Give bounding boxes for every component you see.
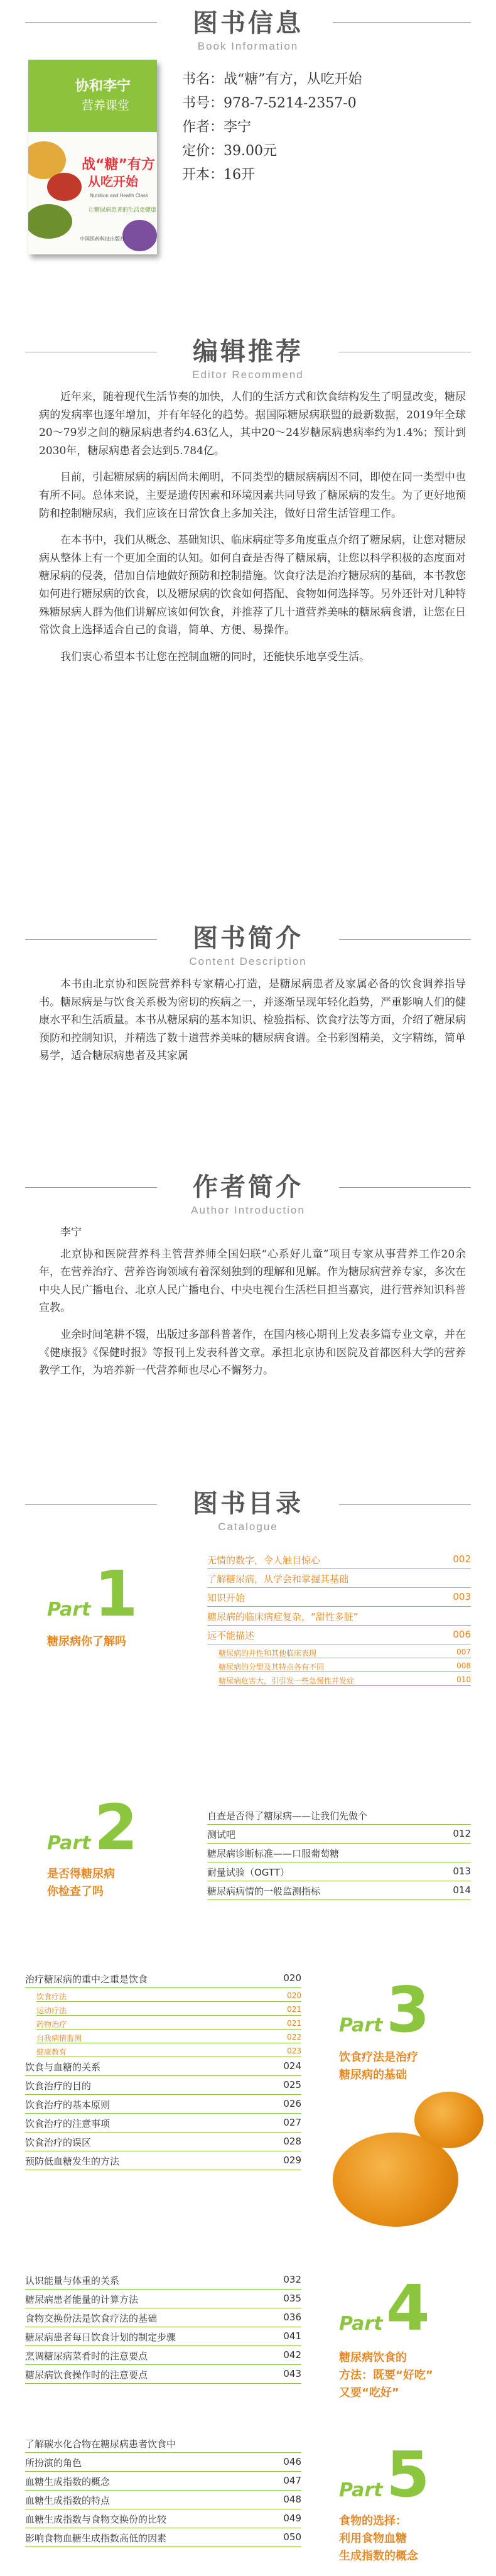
part-desc-line: 饮食疗法是治疗 — [339, 2051, 418, 2064]
toc-entry-page: 002 — [453, 1553, 471, 1565]
toc-entry-title: 饮食治疗的基本原则 — [25, 2099, 111, 2111]
part-5-description — [339, 2513, 418, 2565]
section-subtitle: Catalogue — [218, 1521, 278, 1533]
toc-entry-page: 024 — [283, 2060, 301, 2072]
toc-entry — [25, 2330, 301, 2344]
toc-entry-title: 知识开始 — [207, 1592, 245, 1604]
toc-sub-entry — [36, 1991, 301, 2002]
toc-entry-page: 029 — [283, 2155, 301, 2166]
info-row — [182, 68, 362, 92]
toc-sub-entry — [218, 1648, 471, 1658]
toc-entry-page: 025 — [283, 2079, 301, 2090]
toc-entry — [25, 2079, 301, 2092]
toc-entry-title: 自我病情监测 — [36, 2034, 82, 2043]
part-word: Part — [47, 1599, 91, 1621]
info-label: 书号： — [182, 95, 224, 111]
toc-entry — [207, 1629, 471, 1642]
info-label: 开本： — [182, 167, 224, 183]
toc-underline — [25, 2546, 301, 2547]
toc-underline — [218, 1671, 471, 1672]
toc-entry — [25, 2312, 301, 2325]
info-row — [182, 139, 362, 163]
cover-food-illustration — [122, 220, 157, 251]
toc-entry-title: 认识能量与体重的关系 — [25, 2275, 120, 2286]
toc-underline — [207, 1568, 471, 1569]
toc-entry-title: 测试吧 — [207, 1829, 236, 1840]
toc-entry-page: 020 — [287, 1991, 301, 2000]
part-word: Part — [339, 2313, 383, 2335]
toc-entry-page: 020 — [283, 1972, 301, 1984]
toc-entry — [25, 2513, 301, 2526]
toc-entry — [25, 2437, 301, 2450]
info-value: 战“糖”有方，从吃开始 — [224, 72, 362, 87]
toc-entry — [25, 2060, 301, 2073]
toc-entry-page: 046 — [283, 2456, 301, 2467]
part-word: Part — [339, 2014, 383, 2036]
part-number: 2 — [94, 1791, 138, 1864]
toc-entry-title: 预防低血糖发生的方法 — [25, 2156, 120, 2167]
toc-underline — [25, 2289, 301, 2290]
toc-entry — [25, 2456, 301, 2469]
toc-underline — [207, 1625, 471, 1626]
toc-entry-title: 糖尿病患者每日饮食计划的制定步骤 — [25, 2332, 176, 2343]
toc-entry-page: 043 — [283, 2368, 301, 2379]
part-desc-line: 又要“吃好” — [339, 2386, 399, 2399]
paragraph: 本书由北京协和医院营养科专家精心打造，是糖尿病患者及家属必备的饮食调养指导书。糖尿病是与饮食关系极为密切的疾病之一，并逐渐呈现年轻化趋势，严重影响人们的健康水平和生活质量。本书从糖尿病的基本知识、检验指标、饮食疗法等方面，介绍了糖尿病预防和控制知识，并精选了数十道营养美味的糖尿病食谱。全书彩图精美，文字精练，简单易学，适合糖尿病患者及其家属 — [39, 978, 466, 1063]
toc-underline — [36, 2029, 301, 2030]
section-subtitle: Book Information — [197, 40, 299, 52]
toc-entry-title: 了解糖尿病，从学会和掌握其基础 — [207, 1573, 349, 1585]
section-title: 图书简介 — [193, 924, 303, 953]
toc-entry-title: 运动疗法 — [36, 2006, 67, 2015]
toc-entry-page: 022 — [287, 2033, 301, 2041]
cover-tagline: 让糖尿病患者的生活更健康 — [89, 207, 157, 214]
toc-entry-title: 了解碳水化合物在糖尿病患者饮食中 — [25, 2438, 176, 2450]
toc-underline — [207, 1824, 471, 1825]
toc-entry-title: 无情的数字，令人触目惊心 — [207, 1555, 321, 1566]
cover-food-illustration — [47, 173, 82, 201]
section-header-content — [0, 918, 496, 968]
toc-underline — [207, 1606, 471, 1607]
section-subtitle: Editor Recommend — [192, 369, 304, 381]
toc-entry — [25, 1972, 301, 1986]
section-header-book-info — [0, 3, 496, 53]
info-row — [182, 116, 362, 139]
part-desc-line: 糖尿病的基础 — [339, 2068, 407, 2082]
part-desc-line: 食物的选择： — [339, 2514, 407, 2528]
toc-underline — [25, 2113, 301, 2114]
author-introduction-text — [39, 1224, 466, 1380]
toc-entry-title: 糖尿病的并性和其他临床表现 — [218, 1649, 317, 1658]
info-row — [182, 163, 362, 187]
paragraph: 目前，引起糖尿病的病因尚未阐明，不同类型的糖尿病病因不同，即使在同一类型中也有所不同。总体来说，主要是遗传因素和环境因素共同导致了糖尿病的发生。为了更好地预防和控制糖尿病，我们应该在日常饮食上多加关注，做好日常生活管理工作。 — [39, 471, 466, 520]
toc-entry — [207, 1610, 471, 1623]
part-desc-line: 利用食物血糖 — [339, 2532, 407, 2545]
part-3-description — [339, 2049, 418, 2084]
cover-series-title: 协和李宁 — [75, 79, 131, 94]
toc-entry-title: 食物交换份法是饮食疗法的基础 — [25, 2313, 158, 2324]
editor-recommend-text — [39, 388, 466, 666]
toc-underline — [25, 2364, 301, 2365]
part-desc-line: 方法：既要“好吃” — [339, 2369, 433, 2382]
part-word: Part — [339, 2479, 383, 2501]
toc-entry-page: 007 — [456, 1648, 471, 1656]
toc-entry-title: 饮食治疗的注意事项 — [25, 2118, 111, 2129]
toc-entry — [207, 1847, 471, 1860]
part-5-heading — [339, 2438, 430, 2511]
part-number: 3 — [386, 1973, 430, 2046]
toc-entry-page: 050 — [283, 2531, 301, 2543]
toc-entry-page: 006 — [453, 1629, 471, 1640]
section-header-author — [0, 1167, 496, 1217]
part-3-heading — [339, 1973, 430, 2046]
section-header-editor — [0, 332, 496, 381]
cover-english-title: Nutrition and Health Class — [90, 193, 148, 198]
info-row — [182, 92, 362, 116]
toc-entry-page: 021 — [287, 2005, 301, 2014]
toc-entry-title: 饮食治疗的目的 — [25, 2080, 92, 2092]
part-desc-line: 生成指数的概念 — [339, 2550, 418, 2563]
paragraph: 北京协和医院营养科主管营养师全国妇联“心系好儿童”项目专家从事营养工作20余年，在营养治疗、营养咨询领域有着深刻独到的理解和见解。作为糖尿病营养专家，多次在中央人民广播电台、北京人民广播电台、中央电视台生活栏目担当嘉宾，进行营养知识科普宣教。 — [39, 1247, 466, 1315]
toc-entry — [207, 1591, 471, 1604]
info-label: 作者： — [182, 119, 224, 135]
toc-entry-title: 糖尿病诊断标准——口服葡萄糖 — [207, 1848, 340, 1859]
toc-entry-title: 血糖生成指数的概念 — [25, 2476, 111, 2487]
info-value: 16开 — [224, 167, 256, 183]
info-label: 定价： — [182, 143, 224, 159]
toc-underline — [25, 2132, 301, 2133]
toc-entry — [25, 2117, 301, 2130]
content-description-text — [39, 976, 466, 1065]
part-1-description — [47, 1633, 126, 1651]
toc-entry-page: 048 — [283, 2494, 301, 2505]
toc-entry — [25, 2098, 301, 2111]
toc-entry-page: 021 — [287, 2019, 301, 2028]
part-2-description — [47, 1866, 115, 1901]
toc-entry-page: 028 — [283, 2136, 301, 2147]
part-desc-line: 是否得糖尿病 — [47, 1867, 115, 1881]
part-desc-line: 糖尿病饮食的 — [339, 2351, 407, 2364]
part-desc-line: 你检查了吗 — [47, 1885, 104, 1898]
toc-entry — [25, 2155, 301, 2168]
toc-entry-page: 035 — [283, 2293, 301, 2304]
toc-underline — [207, 1587, 471, 1588]
toc-entry — [25, 2293, 301, 2306]
section-subtitle: Content Description — [189, 955, 307, 967]
toc-entry-title: 影响食物血糖生成指数高低的因素 — [25, 2533, 167, 2544]
toc-entry — [25, 2368, 301, 2381]
toc-entry-title: 糖尿病患者能量的计算方法 — [25, 2294, 139, 2305]
toc-entry-page: 049 — [283, 2513, 301, 2524]
toc-entry-page: 047 — [283, 2475, 301, 2486]
toc-entry-page: 012 — [453, 1828, 471, 1839]
toc-underline — [25, 2094, 301, 2095]
section-subtitle: Author Introduction — [191, 1204, 305, 1216]
book-cover-image — [28, 60, 157, 254]
toc-entry-title: 糖尿病的临床病症复杂，“甜性多脏” — [207, 1611, 359, 1622]
toc-underline — [207, 1899, 471, 1900]
toc-entry-page: 041 — [283, 2330, 301, 2342]
toc-sub-entry — [36, 2019, 301, 2030]
toc-entry-page: 042 — [283, 2349, 301, 2361]
section-header-catalogue — [0, 1484, 496, 1533]
pumpkin-image — [414, 2092, 483, 2148]
toc-entry-title: 糖尿病危害大，引引发一些急慢性并发症 — [218, 1677, 355, 1685]
cover-publisher: 中国医药科技出版社 — [80, 236, 125, 242]
toc-entry — [207, 1553, 471, 1567]
section-title: 图书信息 — [193, 9, 303, 38]
toc-underline — [25, 2345, 301, 2346]
paragraph: 我们衷心希望本书让您在控制血糖的同时，还能快乐地享受生活。 — [60, 650, 370, 663]
toc-underline — [25, 2383, 301, 2384]
toc-entry-title: 糖尿病的分型及其特点各有不同 — [218, 1663, 325, 1671]
part-2-heading — [47, 1791, 138, 1864]
cover-food-illustration — [28, 204, 72, 239]
toc-underline — [25, 2452, 301, 2453]
toc-entry — [25, 2531, 301, 2545]
section-title: 作者简介 — [193, 1173, 303, 1202]
toc-entry-title: 血糖生成指数的特点 — [25, 2495, 111, 2506]
toc-entry — [207, 1828, 471, 1841]
info-value: 李宁 — [224, 119, 252, 135]
part-number: 4 — [386, 2271, 430, 2345]
cover-main-title-2: 从吃开始 — [88, 174, 138, 189]
part-number: 5 — [386, 2438, 430, 2511]
toc-entry-page: 013 — [453, 1866, 471, 1877]
author-name: 李宁 — [60, 1226, 82, 1239]
toc-entry-page: 010 — [456, 1675, 471, 1684]
toc-entry-page: 008 — [456, 1661, 471, 1670]
toc-underline — [25, 2075, 301, 2076]
toc-underline — [25, 1987, 301, 1988]
toc-entry — [207, 1572, 471, 1585]
toc-entry-page: 014 — [453, 1884, 471, 1896]
toc-sub-entry — [36, 2033, 301, 2043]
toc-entry — [25, 2274, 301, 2287]
info-label: 书名： — [182, 72, 224, 87]
section-title: 图书目录 — [193, 1489, 303, 1518]
toc-entry-title: 饮食疗法 — [36, 1992, 67, 2001]
toc-entry-page: 003 — [453, 1591, 471, 1602]
toc-entry-title: 饮食与血糖的关系 — [25, 2062, 101, 2073]
toc-sub-entry — [36, 2005, 301, 2016]
toc-entry-title: 烹调糖尿病菜肴时的注意要点 — [25, 2350, 148, 2362]
info-value: 39.00元 — [224, 143, 277, 159]
toc-entry-page: 036 — [283, 2312, 301, 2323]
toc-entry — [25, 2494, 301, 2507]
toc-underline — [36, 2015, 301, 2016]
toc-underline — [218, 1685, 471, 1686]
toc-entry — [25, 2136, 301, 2149]
toc-entry — [25, 2475, 301, 2488]
paragraph: 业余时间笔耕不辍，出版过多部科普著作，在国内核心期刊上发表多篇专业文章，并在《健康报》《保健时报》等报刊上发表科普文章。承担北京协和医院及首都医科大学的营养教学工作，为培养新一代营养师也尽心不懈努力。 — [39, 1328, 466, 1378]
toc-underline — [25, 2490, 301, 2491]
paragraph: 在本书中，我们从概念、基础知识、临床病症等多角度重点介绍了糖尿病，让您对糖尿病从整体上有一个更加全面的认知。如何自查是否得了糖尿病，让您以科学积极的态度面对糖尿病的侵袭，借加自信地做好预防和控制措施。饮食疗法是治疗糖尿病的基础，本书教您如何进行糖尿病的饮食，以及糖尿病的饮食如何搭配、食物如何选择等。另外还针对几种特殊糖尿病人群为他们讲解应该如何饮食，并推荐了几十道营养美味的糖尿病食谱，让您在日常饮食上选择适合自己的食谱，简单、方便、易操作。 — [39, 534, 466, 637]
toc-underline — [207, 1843, 471, 1844]
toc-entry-page: 026 — [283, 2098, 301, 2109]
info-value: 978-7-5214-2357-0 — [224, 95, 357, 111]
toc-underline — [36, 2001, 301, 2002]
cover-series-subtitle: 营养课堂 — [82, 99, 130, 112]
toc-sub-entry — [218, 1661, 471, 1672]
part-4-description — [339, 2349, 433, 2402]
toc-entry-title: 耐量试验（OGTT） — [207, 1867, 289, 1878]
part-1-heading — [47, 1557, 138, 1631]
book-info-list — [182, 68, 362, 187]
toc-entry-title: 自查是否得了糖尿病——让我们先做个 — [207, 1810, 368, 1822]
toc-entry-page: 032 — [283, 2274, 301, 2285]
toc-entry-title: 治疗糖尿病的重中之重是饮食 — [25, 1974, 148, 1985]
toc-entry — [25, 2349, 301, 2362]
toc-entry-title: 饮食治疗的误区 — [25, 2137, 92, 2148]
toc-entry-title: 血糖生成指数与食物交换份的比较 — [25, 2514, 167, 2525]
part-desc-line: 糖尿病你了解吗 — [47, 1635, 126, 1648]
toc-entry-title: 健康教育 — [36, 2048, 67, 2057]
toc-entry-page: 027 — [283, 2117, 301, 2128]
toc-underline — [25, 2471, 301, 2472]
toc-entry-title: 糖尿病饮食操作时的注意要点 — [25, 2369, 148, 2381]
toc-entry-page: 023 — [287, 2046, 301, 2055]
part-number: 1 — [94, 1557, 138, 1631]
toc-entry-title: 所扮演的角色 — [25, 2457, 82, 2469]
toc-entry — [207, 1809, 471, 1822]
toc-entry-title: 药物治疗 — [36, 2020, 67, 2029]
part-4-heading — [339, 2271, 430, 2345]
toc-sub-entry — [36, 2046, 301, 2057]
paragraph: 近年来，随着现代生活节奏的加快，人们的生活方式和饮食结构发生了明显改变，糖尿病的发病率也逐年增加，并有年轻化的趋势。据国际糖尿病联盟的最新数据，2019年全球20～79岁之间的糖尿病患者约4.63亿人，其中20～24岁糖尿病患病率约为1.4%；预计到2030年，糖尿病患者会达到5.784亿。 — [39, 391, 466, 457]
toc-entry-title: 远不能描述 — [207, 1630, 255, 1641]
toc-entry — [207, 1884, 471, 1898]
cover-main-title: 战“糖”有方 — [82, 157, 155, 173]
section-title: 编辑推荐 — [193, 337, 303, 366]
toc-sub-entry — [218, 1675, 471, 1686]
toc-entry — [207, 1866, 471, 1879]
toc-entry-title: 糖尿病病情的一般监测指标 — [207, 1886, 321, 1897]
part-word: Part — [47, 1832, 91, 1854]
